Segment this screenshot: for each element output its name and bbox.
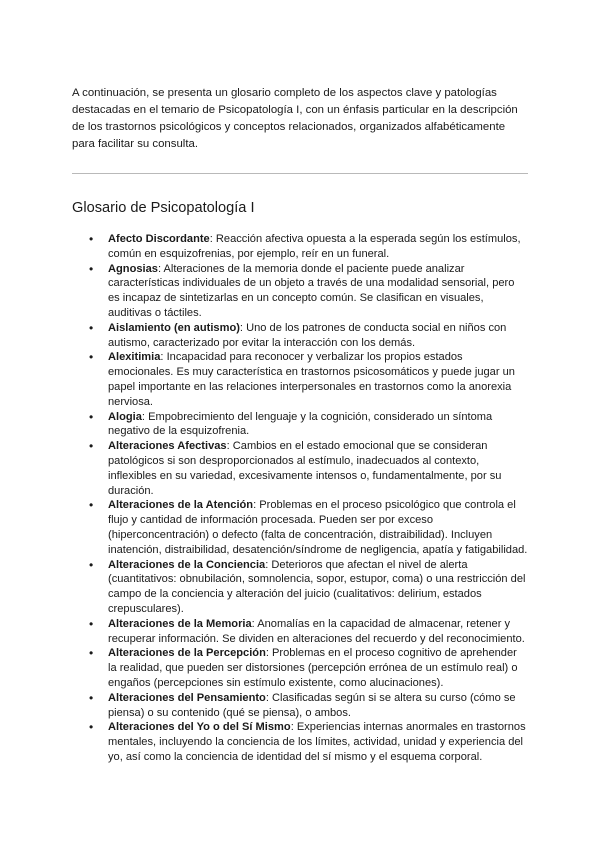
glossary-item xyxy=(108,498,528,557)
glossary-definition: : Clasificadas según si se altera su curso (cómo se piensa) o su contenido (qué se piensa), o ambos. xyxy=(108,691,516,719)
glossary-definition: : Alteraciones de la memoria donde el paciente puede analizar características individuales de un objeto a través de una modalidad sensorial, pero es incapaz de sintetizarlas en un concepto común. Se clasifican en visuales, auditivas o táctiles. xyxy=(108,262,515,319)
glossary-definition: : Cambios en el estado emocional que se consideran patológicos si son desproporcionados al estímulo, inadecuados al contexto, inflexibles en su variedad, excesivamente intensos o, fundamentalmente, por su duración. xyxy=(108,440,502,497)
glossary-definition: : Reacción afectiva opuesta a la esperada según los estímulos, común en esquizofrenias, por ejemplo, reír en un funeral. xyxy=(108,233,521,260)
glossary-item xyxy=(108,410,528,440)
glossary-item xyxy=(108,262,528,321)
glossary-item xyxy=(108,720,528,764)
glossary-item xyxy=(108,691,528,721)
glossary-term: Alteraciones de la Atención xyxy=(108,499,254,512)
glossary-term: Agnosias xyxy=(108,262,158,275)
glossary-definition: : Incapacidad para reconocer y verbalizar los propios estados emocionales. Es muy característica en trastornos psicosomáticos y puede jugar un papel importante en las relaciones interpersonales en trastornos como la anorexia nerviosa. xyxy=(108,351,515,408)
intro-paragraph: A continuación, se presenta un glosario completo de los aspectos clave y patologías destacadas en el temario de Psicopatología I, con un énfasis particular en la descripción de los trastornos psicológicos y conceptos relacionados, organizados alfabéticamente para facilitar su consulta. xyxy=(72,87,518,150)
glossary-term: Aislamiento (en autismo) xyxy=(108,321,240,334)
glossary-item xyxy=(108,232,528,262)
glossary-item xyxy=(108,617,528,647)
glossary-definition: : Problemas en el proceso cognitivo de aprehender la realidad, que pueden ser distorsiones (percepción errónea de un estímulo real) o engaños (percepciones sin estímulo existente, como alucinaciones). xyxy=(108,647,518,689)
glossary-item xyxy=(108,558,528,617)
glossary-definition: : Problemas en el proceso psicológico que controla el flujo y cantidad de información procesada. Pueden ser por exceso (hiperconcentración) o defecto (falta de concentración, distraibilidad). Incluyen inatención, distraibilidad, desatención/síndrome de negligencia, apatía y fatigabilidad. xyxy=(108,499,528,556)
glossary-term: Alteraciones de la Memoria xyxy=(108,617,252,630)
glossary-term: Alteraciones del Yo o del Sí Mismo xyxy=(108,721,291,734)
document-page xyxy=(72,85,528,765)
glossary-definition: : Uno de los patrones de conducta social en niños con autismo, caracterizado por evitar la interacción con los demás. xyxy=(108,321,507,349)
glossary-item xyxy=(108,439,528,498)
glossary-term: Alteraciones Afectivas xyxy=(108,440,227,453)
glossary-definition: : Anomalías en la capacidad de almacenar, retener y recuperar información. Se dividen en alteraciones del recuerdo y del reconocimiento. xyxy=(108,617,525,645)
glossary-list xyxy=(72,232,528,765)
glossary-definition: : Empobrecimiento del lenguaje y la cognición, considerado un síntoma negativo de la esquizofrenia. xyxy=(108,410,493,438)
glossary-term: Alogia xyxy=(108,410,142,423)
glossary-term: Alteraciones de la Percepción xyxy=(108,647,266,660)
glossary-definition: : Experiencias internas anormales en trastornos mentales, incluyendo la conciencia de los límites, actividad, unidad y experiencia del yo, así como la conciencia de identidad del sí mismo y el esquema corporal. xyxy=(108,721,526,763)
glossary-item xyxy=(108,646,528,690)
horizontal-divider xyxy=(72,173,528,174)
glossary-item xyxy=(108,350,528,409)
glossary-term: Alexitimia xyxy=(108,351,161,364)
glossary-item xyxy=(108,321,528,351)
section-heading: Glosario de Psicopatología I xyxy=(72,200,255,216)
glossary-term: Afecto Discordante xyxy=(108,233,210,245)
glossary-term: Alteraciones del Pensamiento xyxy=(108,691,266,704)
glossary-definition: : Deterioros que afectan el nivel de alerta (cuantitativos: obnubilación, somnolencia, sopor, estupor, coma) o una restricción del campo de la conciencia y alteración del juicio (cualitativos: delirium, estados crepusculares). xyxy=(108,558,526,615)
glossary-term: Alteraciones de la Conciencia xyxy=(108,558,266,571)
